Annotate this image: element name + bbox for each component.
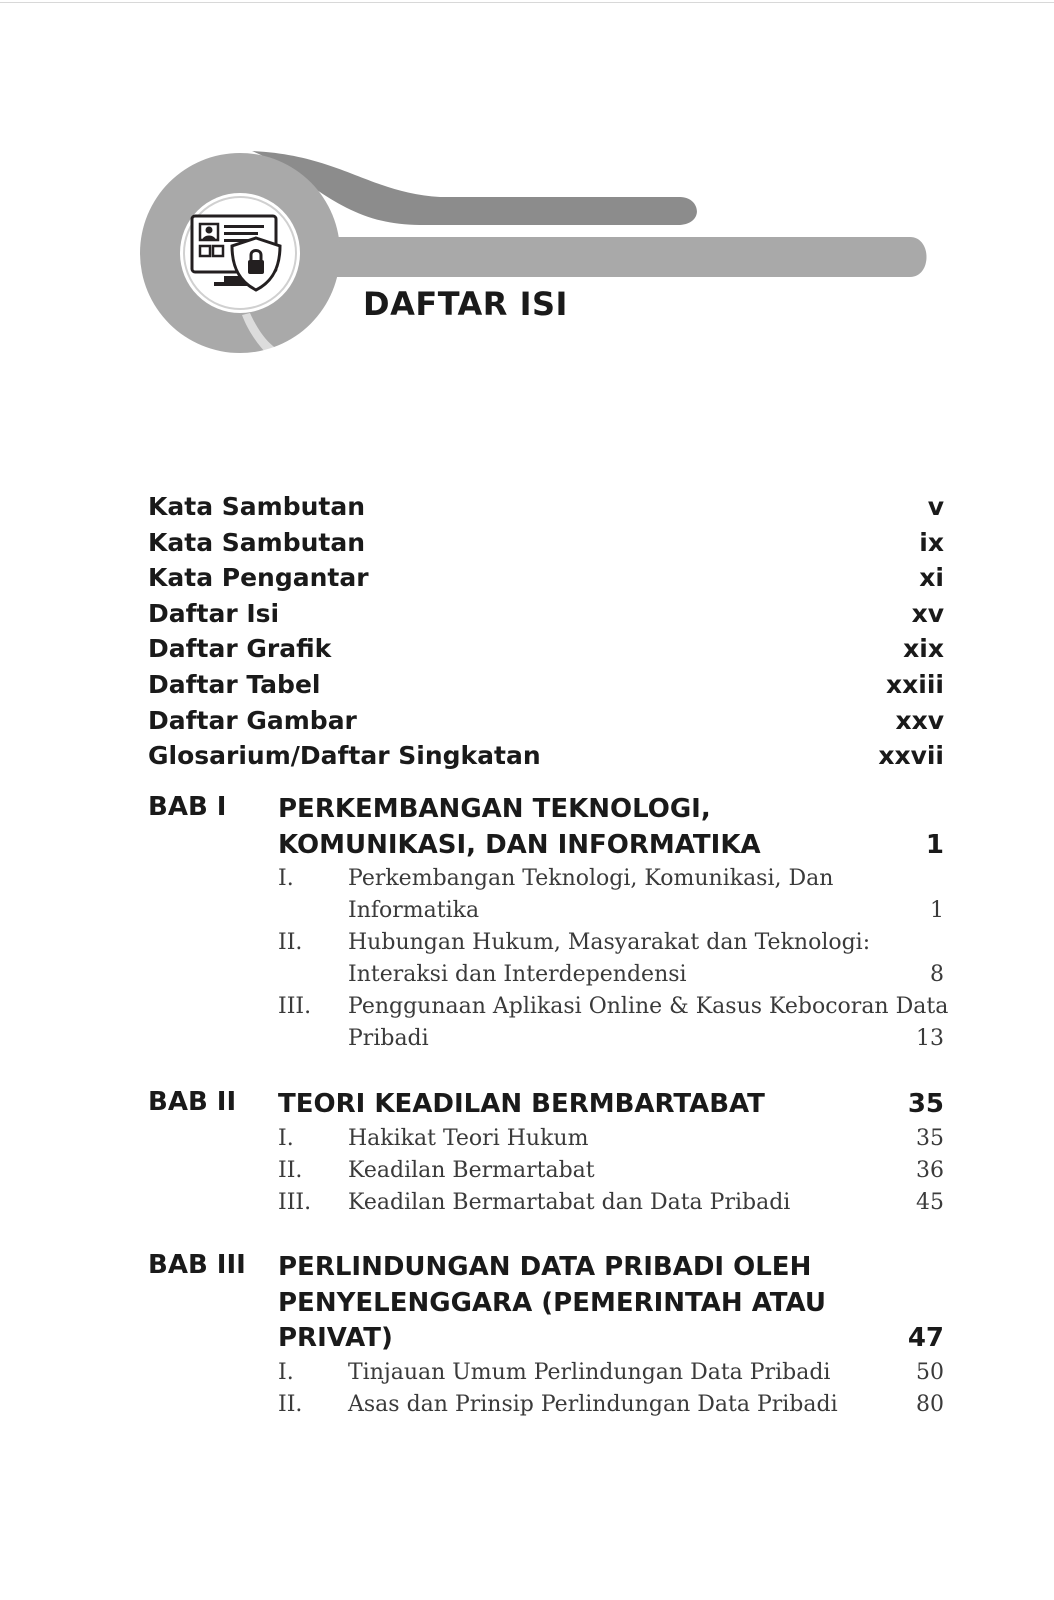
section-number: II. (278, 930, 303, 955)
section-title-line: Perkembangan Teknologi, Komunikasi, Dan (348, 866, 834, 891)
toc-entry[interactable] (148, 741, 944, 777)
toc-entry-label: Daftar Gambar (148, 705, 357, 735)
section-entry[interactable] (148, 863, 944, 927)
chapter-title-line: PRIVAT) (278, 1323, 393, 1353)
toc-entry[interactable] (148, 599, 944, 635)
section-entry[interactable] (148, 991, 949, 1055)
toc-entry-page: xxv (895, 705, 944, 735)
toc-entry-page: xxiii (886, 669, 944, 699)
section-page: 1 (930, 898, 944, 923)
chapter-number: BAB III (148, 1250, 246, 1280)
toc-entry[interactable] (148, 528, 944, 564)
toc-entry[interactable] (148, 634, 944, 670)
section-title-line: Informatika (348, 898, 480, 923)
chapter-page: 35 (907, 1089, 944, 1119)
section-page: 36 (916, 1157, 944, 1183)
page-title: DAFTAR ISI (363, 285, 568, 323)
section-number: I. (278, 866, 294, 891)
chapter-bab-1 (148, 792, 949, 1055)
toc-entry-page: xv (911, 598, 944, 628)
computer-shield-lock-icon (188, 212, 288, 296)
chapter-bab-2 (148, 1087, 944, 1219)
chapter-number: BAB II (148, 1087, 237, 1117)
toc-entry-label: Kata Sambutan (148, 527, 366, 557)
section-title-line: Interaksi dan Interdependensi (348, 962, 687, 987)
toc-entry-label: Daftar Grafik (148, 634, 332, 664)
section-page: 8 (930, 962, 944, 987)
chapter-title-line: TEORI KEADILAN BERMBARTABAT (278, 1089, 765, 1119)
section-page: 80 (916, 1391, 944, 1417)
toc-entry-label: Daftar Isi (148, 598, 280, 628)
section-entry[interactable] (148, 1123, 944, 1155)
toc-entry[interactable] (148, 706, 944, 742)
section-title-line: Keadilan Bermartabat (348, 1157, 595, 1183)
section-title-line: Keadilan Bermartabat dan Data Pribadi (348, 1189, 791, 1215)
section-title-line: Tinjauan Umum Perlindungan Data Pribadi (348, 1359, 831, 1385)
chapter-title-line: PERLINDUNGAN DATA PRIBADI OLEH (278, 1252, 812, 1282)
section-page: 50 (916, 1359, 944, 1385)
toc-entry[interactable] (148, 670, 944, 706)
toc-entry-label: Kata Pengantar (148, 563, 369, 593)
chapter-title-line: KOMUNIKASI, DAN INFORMATIKA (278, 829, 761, 860)
toc-entry-page: xix (903, 634, 944, 664)
chapter-page: 1 (925, 829, 944, 860)
chapter-heading[interactable] (148, 792, 944, 863)
toc-entry-page: xxvii (878, 741, 944, 771)
section-entry[interactable] (148, 1389, 944, 1421)
front-matter-list (148, 492, 944, 777)
section-entry[interactable] (148, 1357, 944, 1389)
toc-entry[interactable] (148, 492, 944, 528)
toc-entry-label: Glosarium/Daftar Singkatan (148, 741, 541, 771)
chapter-heading[interactable] (148, 1087, 944, 1123)
toc-entry-label: Kata Sambutan (148, 492, 366, 521)
section-entry[interactable] (148, 1187, 944, 1219)
chapter-heading[interactable] (148, 1250, 944, 1357)
section-page: 13 (916, 1026, 944, 1051)
section-title-line: Pribadi (348, 1026, 429, 1051)
section-title-line: Asas dan Prinsip Perlindungan Data Pribadi (348, 1391, 838, 1417)
section-number: I. (278, 1359, 294, 1385)
section-title-line: Hubungan Hukum, Masyarakat dan Teknologi: (348, 930, 871, 955)
section-page: 35 (916, 1125, 944, 1151)
section-number: III. (278, 1189, 312, 1215)
section-number: II. (278, 1157, 303, 1183)
toc-entry-page: v (927, 492, 944, 521)
section-page: 45 (916, 1189, 944, 1215)
section-title-line: Penggunaan Aplikasi Online & Kasus Kebocoran Data (348, 994, 949, 1019)
chapter-bab-3 (148, 1250, 944, 1421)
toc-entry-page: xi (919, 563, 944, 593)
toc-entry[interactable] (148, 563, 944, 599)
top-border (0, 2, 1054, 3)
section-number: II. (278, 1391, 303, 1417)
chapter-page: 47 (907, 1323, 944, 1353)
section-entry[interactable] (148, 1155, 944, 1187)
chapter-title-line: PERKEMBANGAN TEKNOLOGI, (278, 794, 711, 824)
toc-entry-label: Daftar Tabel (148, 669, 321, 699)
toc-entry-page: ix (919, 527, 944, 557)
section-entry[interactable] (148, 927, 944, 991)
chapter-number: BAB I (148, 792, 227, 822)
section-number: I. (278, 1125, 294, 1151)
chapter-title-line: PENYELENGGARA (PEMERINTAH ATAU (278, 1287, 826, 1318)
section-title-line: Hakikat Teori Hukum (348, 1125, 589, 1151)
section-number: III. (278, 994, 312, 1019)
